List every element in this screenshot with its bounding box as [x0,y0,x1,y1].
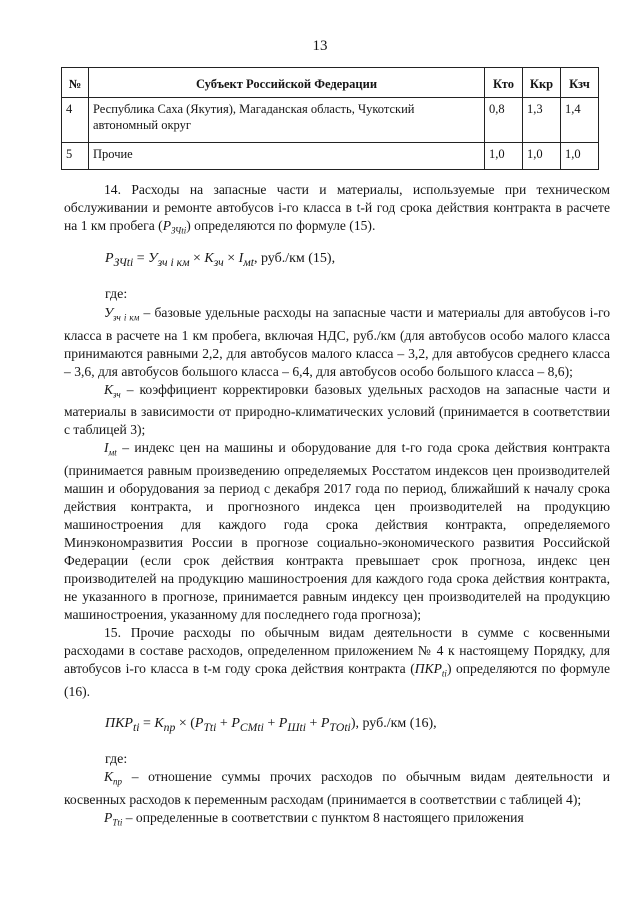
page-number: 13 [312,38,328,54]
p14-text: 14. Расходы на запасные части и материалы, используемые при техническом обслуживании и ремонте автобусов i-го класса в t-й год срока действия контракта в расчете на 1 км пробега ( [64,182,610,233]
table-cell: Прочие [89,143,485,170]
header-subject: Субъект Российской Федерации [89,68,485,98]
table-cell: 5 [62,143,89,170]
definitions-block-2 [64,768,610,831]
table-row [62,143,599,170]
table-cell: 1,4 [561,98,599,143]
formula-15: $Р_{ЗЧti} = У_{зч i км} \times К_{зч} \times I_{мt}$, руб./км (15), [105,251,336,269]
header-kkr: Ккр [523,68,561,98]
table-cell: 1,0 [523,143,561,170]
definition-kpr: $К_{пр}$ – отношение суммы прочих расходов по обычным видам деятельности и косвенных расходов к переменным расходам (принимается в соответствии с таблицей 4); [64,769,610,807]
header-kto: Кто [485,68,523,98]
definition-pt: $Р_{Тti}$ – определенные в соответствии с пунктом 8 настоящего приложения [104,809,524,828]
header-kzch: Кзч [561,68,599,98]
where-label-1: где: [105,287,128,302]
p14-tail: ) определяются по формуле (15). [186,218,376,233]
p14-symbol: $Р_{ЗЧti}$ [162,218,187,236]
paragraph-15: 15. Прочие расходы по обычным видам деятельности в сумме с косвенными расходами в составе расходов, определенном приложением № 4 к настоящему Порядку, для автобусов i-го класса в t-м году срока действия контракта $(ПКР_{ti})$ определяются по формуле (16). [64,625,610,699]
table-cell: 4 [62,98,89,143]
definition-kzch: $К_{зч}$ – коэффициент корректировки базовых удельных расходов на запасные части и материалы в зависимости от природно-климатических условий (принимается в соответствии с таблицей 3); [64,381,610,438]
table-cell: 1,3 [523,98,561,143]
paragraph-14 [64,181,610,240]
table-cell: 1,0 [485,143,523,170]
table-cell: Республика Саха (Якутия), Магаданская область, Чукотский автономный округ [89,98,485,143]
table-header-row [62,68,599,98]
where-label-2: где: [105,752,128,767]
table-cell: 1,0 [561,143,599,170]
header-number: № [62,68,89,98]
table-row [62,98,599,143]
coefficients-table [61,67,599,170]
formula-16: $ПКР_{ti} = К_{пр} \times (Р_{Тti} + Р_{СМti} + Р_{Шti} + Р_{ТОti})$, руб./км (16), [105,716,437,734]
definition-imt: $I_{мt}$ – индекс цен на машины и оборудование для t-го года срока действия контракта (принимается равным произведению определяемых Росстатом индексов цен производителей машин и оборудования за период с декабря 2017 года по период, ближайший к началу срока действия контракта, и прогнозного индекса цен производителей на продукцию машиностроения для каждого года срока действия контракта, определяемого Минэкономразвития России в прогнозе социально-экономического развития Российской Федерации (если срок действия контракта превышает срок прогноза, индекс цен производителей на продукцию машиностроения для каждого года срока действия контракта, не указанного в прогнозе, принимается равным индексу цен производителей на продукцию машиностроения, указанному для последнего года прогноза); [64,440,610,623]
definitions-block-1 [64,304,610,701]
definition-uzch: $У_{зч i км}$ – базовые удельные расходы на запасные части и материалы для автобусов i-го класса в расчете на 1 км пробега, включая НДС, руб./км (для автобусов особо малого класса принимаются равными 2,2, для автобусов малого класса – 3,2, для автобусов среднего класса – 3,6, для автобусов большого класса – 6,4, для автобусов особо большого класса – 8,6); [64,305,611,379]
table-cell: 0,8 [485,98,523,143]
